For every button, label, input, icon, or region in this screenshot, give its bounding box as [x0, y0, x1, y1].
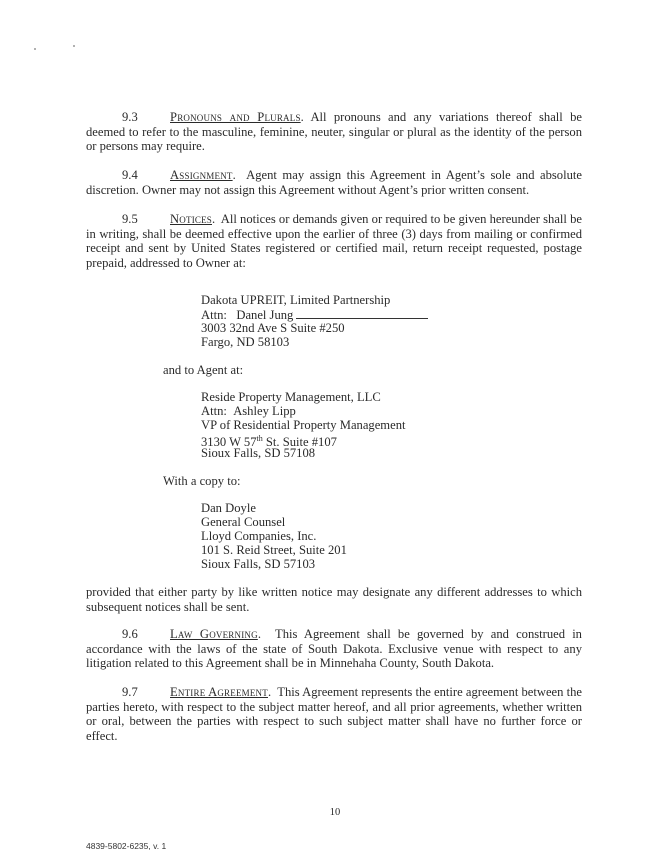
- notices-closing: [86, 585, 582, 614]
- section-heading: Entire Agreement: [170, 685, 268, 699]
- copy-intro: With a copy to:: [163, 474, 241, 488]
- address-line: Reside Property Management, LLC: [201, 390, 381, 404]
- section-9-6: 9.6 Law Governing. This Agreement shall be governed by and construed in accordance with the laws of the state of South Dakota. Exclusive venue with respect to any litigation related to this Agreement shall be in Minnehaha County, South Dakota.: [86, 627, 582, 671]
- address-line: Sioux Falls, SD 57103: [201, 557, 316, 571]
- address-line: VP of Residential Property Management: [201, 418, 406, 432]
- address-line: Dan Doyle: [201, 501, 256, 515]
- attn-name: Ashley Lipp: [233, 404, 296, 418]
- section-heading: Law Governing: [170, 627, 258, 641]
- section-9-3: 9.3 Pronouns and Plurals. All pronouns and any variations thereof shall be deemed to refer to the masculine, feminine, neuter, singular or plural as the identity of the person or persons may require.: [86, 110, 582, 154]
- address-line: Lloyd Companies, Inc.: [201, 529, 317, 543]
- section-text: All pronouns and any variations thereof shall be deemed to refer to the masculine, feminine, neuter, singular or plural as the identity of the person or persons may require.: [86, 110, 582, 154]
- section-9-7: 9.7 Entire Agreement. This Agreement represents the entire agreement between the parties hereto, with respect to the subject matter hereof, and all prior agreements, whether written or oral, between the parties with respect to such subject matter shall have no further force or effect.: [86, 685, 583, 743]
- address-line: General Counsel: [201, 515, 286, 529]
- address-line: Fargo, ND 58103: [201, 335, 290, 349]
- address-line: 3003 32nd Ave S Suite #250: [201, 321, 345, 335]
- section-9-5: 9.5 Notices. All notices or demands given or required to be given hereunder shall be in writing, shall be deemed effective upon the earlier of three (3) days from mailing or confirmed receipt and sent by United States registered or certified mail, return receipt requested, postage prepaid, addressed to Owner at:: [86, 212, 582, 270]
- section-text: Agent may assign this Agreement in Agent’s sole and absolute discretion. Owner may not assign this Agreement without Agent’s prior written consent.: [86, 168, 582, 197]
- section-text: This Agreement represents the entire agreement between the parties hereto, with respect to the subject matter hereof, and all prior agreements, whether written or oral, between the parties with respect to such subject matter shall have no further force or effect.: [86, 685, 583, 743]
- section-heading: Pronouns and Plurals: [170, 110, 301, 124]
- section-number: 9.7: [122, 685, 138, 699]
- ordinal-suffix: th: [256, 434, 263, 443]
- street-rest: St. Suite #107: [262, 435, 337, 450]
- section-text: All notices or demands given or required to be given hereunder shall be in writing, shall be deemed effective upon the earlier of three (3) days from mailing or confirmed receipt and sent by United States registered or certified mail, return receipt requested, postage prepaid, addressed to Owner at:: [86, 212, 582, 270]
- section-9-4: 9.4 Assignment. Agent may assign this Agreement in Agent’s sole and absolute discretion. Owner may not assign this Agreement without Agent’s prior written consent.: [86, 168, 582, 197]
- section-heading: Notices: [170, 212, 212, 226]
- address-attn: [201, 404, 296, 419]
- closing-text: provided that either party by like written notice may designate any different addresses to which subsequent notices shall be sent.: [86, 585, 582, 614]
- scan-speck: [73, 45, 75, 47]
- blank-line: [296, 307, 428, 319]
- attn-label: Attn:: [201, 308, 227, 322]
- section-number: 9.3: [122, 110, 138, 124]
- section-number: 9.6: [122, 627, 138, 641]
- street-number: 3130 W 57: [201, 435, 257, 450]
- attn-label: Attn:: [201, 404, 227, 418]
- address-line: Sioux Falls, SD 57108: [201, 446, 316, 460]
- page-number: 10: [329, 807, 341, 818]
- section-number: 9.5: [122, 212, 138, 226]
- section-text: This Agreement shall be governed by and construed in accordance with the laws of the state of South Dakota. Exclusive venue with respect to any litigation related to this Agreement shall be in Minnehaha County, South Dakota.: [86, 627, 582, 671]
- scan-speck: [34, 48, 36, 50]
- document-id: 4839-5802-6235, v. 1: [86, 841, 167, 851]
- attn-name: Danel Jung: [236, 308, 294, 322]
- address-line: Dakota UPREIT, Limited Partnership: [201, 293, 391, 307]
- address-line: 101 S. Reid Street, Suite 201: [201, 543, 347, 557]
- agent-intro: and to Agent at:: [163, 363, 244, 377]
- section-number: 9.4: [122, 168, 138, 182]
- section-heading: Assignment: [170, 168, 233, 182]
